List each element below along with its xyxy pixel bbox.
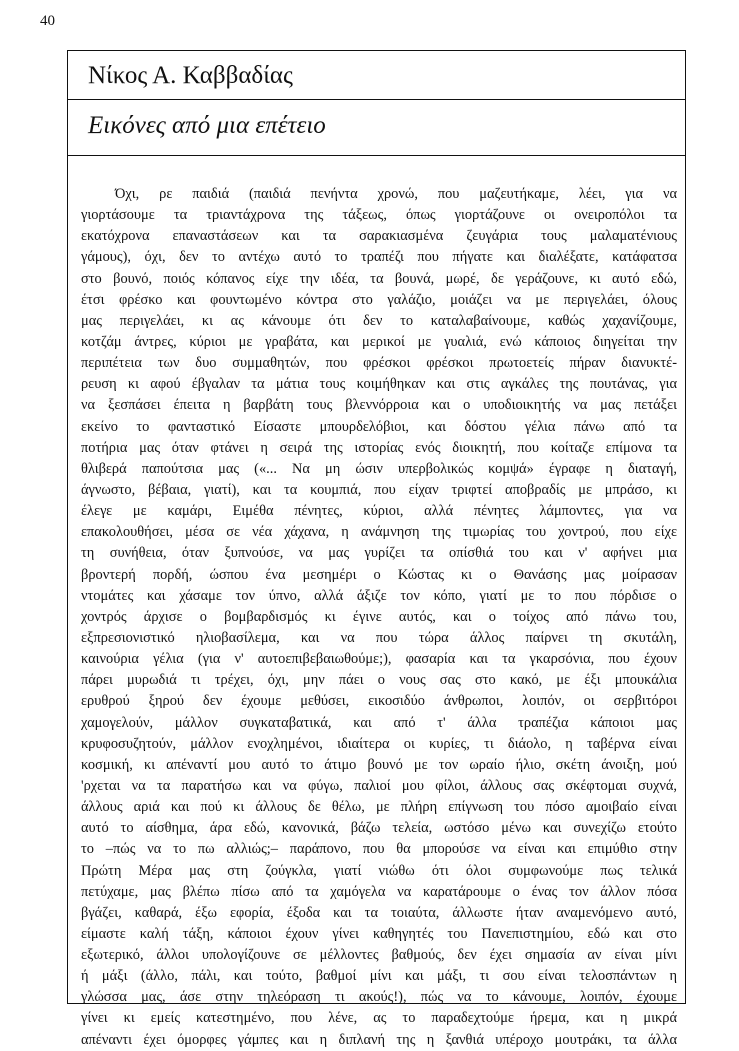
text-line: θλιβερά παπούτσια μας («... Να μη ώσιν υπερβολικώς κομψά» έγραφε η διαταγή,	[81, 460, 677, 477]
text-line: ντομάτες και χάσαμε τον ύπνο, αλλά άξιζε τον κόπο, γιατί με το που πόρδισε ο	[81, 587, 677, 604]
page-number: 40	[40, 13, 55, 29]
text-line: τη συνήθεια, όταν ξυπνούσε, να μας γυρίζει τα οπίσθιά του και ν' αφήνει μια	[81, 545, 677, 562]
text-line: 'ρχεται να τα παρατήσω και να φύγω, παλιοί μου φίλοι, άλλους σας σκέφτομαι συχνά,	[81, 777, 677, 794]
text-line: ποτήρια μας όταν φτάνει η σειρά της ιστορίας ενός διοικητή, που κοίταζε επίμονα τα	[81, 439, 677, 456]
text-line: πετύχαμε, μας βλέπω πίσω από τα χαμόγελα να καρατάρουμε ο ένας τον άλλον πόσα	[81, 883, 677, 900]
text-line: άλλους αριά και πού κι άλλους δε θέλω, με πλήρη επίγνωση του πόσο αμοιβαίο είναι	[81, 799, 677, 816]
author-name: Νίκος Α. Καββαδίας	[68, 51, 685, 100]
text-line: έτσι φρέσκο και φουντωμένο κόντρα στο γαλάζιο, μοιάζει να με περιγελάει, όλους	[81, 291, 677, 308]
article-text	[81, 184, 677, 1051]
text-line: στο βουνό, ποιός κόπανος είχε την ιδέα, τα βουνά, μωρέ, δε γεράζουνε, κι αυτό εδώ,	[81, 270, 677, 287]
text-line: εξπρεσιονιστικό ηλιοβασίλεμα, και να που τώρα άλλος παίρνει τη σκυτάλη,	[81, 629, 677, 646]
text-line: εκατόχρονα επαναστάσεων και τα σαρακιασμένα ζευγάρια τους μαλαματένιους	[81, 228, 677, 245]
text-line: καινούρια γέλια (για ν' αυτοεπιβεβαιωθούμε;), φασαρία και τα γκαρσόνια, που έχουν	[81, 651, 677, 668]
story-title: Εικόνες από μια επέτειο	[88, 112, 326, 139]
text-line: επακολουθήσει, μέσα σε νέα χάχανα, η ανάμνηση της τιμωρίας του χοντρού, που είχε	[81, 524, 677, 541]
text-line: Πρώτη Μέρα μας στη ζούγκλα, γιατί νιώθω ότι όλοι συμφωνούμε πως τελικά	[81, 862, 677, 879]
text-line: πάρει μυρωδιά τι τρέχει, όχι, μην πάει ο νους σας στο κακό, με έξι μπουκάλια	[81, 672, 677, 689]
text-line: χοντρός άρχισε ο βομβαρδισμός κι έγινε αυτός, και ο τοίχος από πάνω του,	[81, 608, 677, 625]
text-line: βγάζει, καθαρά, έξω εφορία, έξοδα και τα τοιαύτα, άλλωστε ήταν αναμενόμενο αυτό,	[81, 904, 677, 921]
text-line: έλεγε με καμάρι, Ειμέθα πένητες, κύριοι, αλλά πένητες λάμποντες, για να	[81, 503, 677, 520]
text-line: κοτζάμ άντρες, κύριοι με γραβάτα, και μερικοί με γυαλιά, ενώ κάποιος διηγείται την	[81, 333, 677, 350]
text-line: περιπέτεια των δυο συμμαθητών, που φρέσκοι φρέσκοι πρωτοετείς πήραν διανυκτέ-	[81, 355, 677, 372]
text-line: γλώσσα μας, άσε στην τηλεόραση τι ακούς!), πώς να το κάνουμε, λοιπόν, έχουμε	[81, 989, 677, 1006]
text-line: είμαστε καλή τάξη, κάποιοι έχουν γίνει καθηγητές του Πανεπιστημίου, εδώ και στο	[81, 925, 677, 942]
text-line: χαμογελούν, μάλλον συγκαταβατικά, και από τ' άλλα τραπέζια κάποιοι μας	[81, 714, 677, 731]
text-line: ερυθρού ξηρού δεν έχουμε μεθύσει, εικοσιδύο άνθρωποι, λοιπόν, οι σερβιτόροι	[81, 693, 677, 710]
text-line: μας περιγελάει, κι ας κάνουμε ότι δεν το καταλαβαίνουμε, καθώς χαχανίζουμε,	[81, 312, 677, 329]
text-line: κοσμική, κι απέναντί μου αυτό το άτιμο βουνό με τον ωραίο ήλιο, σκέτη άνοιξη, μού	[81, 756, 677, 773]
text-line: εκείνο το φανταστικό Είσαστε μπουρδελόβιοι, και δόστου γέλια πάνω από τα	[81, 418, 677, 435]
text-line: αυτό το αίσθημα, άρα εδώ, κανονικά, βάζω τελεία, ωστόσο μένω και συνεχίζω ετούτο	[81, 820, 677, 837]
text-line: απέναντι έχει όμορφες γάμπες και η διπλανή της η ξανθιά υπέροχο μουτράκι, τα άλλα	[81, 1031, 677, 1048]
text-line: γιορτάσουμε τα τριαντάχρονα της τάξεως, όπως γιορτάζουνε οι ονειροπόλοι τα	[81, 207, 677, 224]
text-line: Όχι, ρε παιδιά (παιδιά πενήντα χρονώ, που μαζευτήκαμε, λέει, για να	[115, 186, 677, 202]
text-line: άγνωστο, βέβαια, γιατί), και τα κουμπιά, που είχαν τριφτεί αποβραδίς με μπράσο, κι	[81, 481, 677, 498]
text-line: εξωτερικό, άλλοι υπολογίζουνε σε μέλλοντες βαθμούς, δεν έχει σημασία αν είναι μίνι	[81, 947, 677, 964]
text-line: κρυφοσυζητούν, μάλλον ενοχλημένοι, ιδιαίτερα οι κυρίες, τι διάολο, η ταβέρνα είναι	[81, 735, 677, 752]
text-line: ρευση κι αφού έβγαλαν τα μάτια τους κοιμήθηκαν και στις αγκάλες της πουτάνας, για	[81, 376, 677, 393]
text-line: γίνει κι εμείς κατεστημένο, που λένε, ας το παραδεχτούμε ήρεμα, και η μικρά	[81, 1010, 677, 1027]
text-line: βροντερή πορδή, ώσπου ένα μεσημέρι ο Κώστας κι ο Θανάσης μας μοίρασαν	[81, 566, 677, 583]
text-line: το –πώς να το πω αλλιώς;– παράπονο, που θα μπορούσε να είναι και επιμύθιο στην	[81, 841, 677, 858]
article-box	[67, 155, 686, 1048]
text-line: γάμους), όχι, δεν το αντέχω αυτό το τραπέζι που πήγατε και διαλέξατε, κατάφατσα	[81, 249, 677, 266]
text-line: να ξεσπάσει έπειτα η βαρβάτη τους βλεννόρροια και ο υποδιοικητής να μας πετάξει	[81, 397, 677, 414]
text-line: ή μάξι (άλλο, πάλι, και τούτο, βαθμοί μίνι και μάξι, τι σου είναι τελοσπάντων η	[81, 968, 677, 985]
title-box	[67, 50, 686, 156]
